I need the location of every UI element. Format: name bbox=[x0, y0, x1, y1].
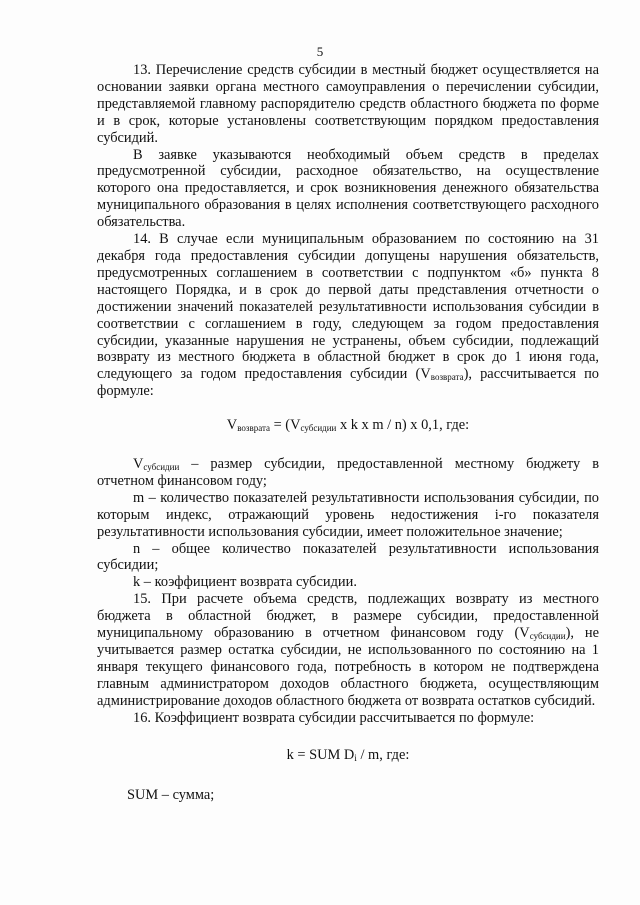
formula2-start: k = SUM D bbox=[286, 746, 355, 763]
def-v-text: – размер субсидии, предоставленной местному бюджету в отчетном финансовом году; bbox=[97, 456, 599, 489]
formula-return-volume bbox=[97, 417, 599, 434]
def-v-sub: субсидии bbox=[143, 462, 180, 473]
page-number: 5 bbox=[316, 44, 324, 59]
formula-return-coefficient bbox=[97, 747, 599, 764]
paragraph-14: 14. В случае если муниципальным образованием по состоянию на 31 декабря года предоставления субсидии допущены нарушения обязательств, предусмотренных соглашением в соответствии с подпунктом «б» пункта 8 настоящего Порядка, и в срок до первой даты представления отчетности о достижении значений показателей результативности использования субсидии в соответствии с соглашением в году, следующем за годом предоставления субсидии, указанные нарушения не устранены, объем субсидии, подлежащий возврату из местного бюджета в областной бюджет в срок до 1 июня года, следующего за годом предоставления субсидии $(V_{возврата})$, рассчитывается по формуле: bbox=[97, 231, 599, 400]
paragraph-14-end: ), рассчитывается по формуле: bbox=[97, 366, 599, 400]
formula-rest: x k x m / n) x 0,1, где: bbox=[336, 417, 470, 434]
formula-sub-return: возврата bbox=[237, 423, 270, 434]
paragraph-15-start: 15. При расчете объема средств, подлежащих возврату из местного бюджета в областной бюджет, в размере субсидии, предоставленной муниципальному образованию в отчетном финансовом году (V bbox=[97, 591, 599, 642]
paragraph-15-sub: субсидии bbox=[529, 631, 566, 642]
paragraph-15 bbox=[97, 591, 599, 709]
paragraph-14-var: V bbox=[420, 366, 431, 383]
paragraph-14-sub: возврата bbox=[430, 372, 464, 383]
paragraph-15-end: ), не учитывается размер остатка субсидии, не использованного по состоянию на 1 января текущего финансового года, потребность в котором не подтверждена главным администратором доходов областного бюджета, осуществляющим администрирование доходов областного бюджета от возврата остатков субсидий. bbox=[97, 625, 600, 709]
definition-sum: SUM – сумма; bbox=[127, 787, 215, 804]
formula-mid: = (V bbox=[270, 417, 301, 434]
formula2-end: / m, где: bbox=[356, 746, 410, 763]
document-body bbox=[97, 62, 599, 804]
paragraph-14-text: 14. В случае если муниципальным образованием по состоянию на 31 декабря года предоставления субсидии допущены нарушения обязательств, предусмотренных соглашением в соответствии с подпунктом «б» пункта 8 настоящего Порядка, и в срок до первой даты представления отчетности о достижении значений показателей результативности использования субсидии в соответствии с соглашением в году, следующем за годом предоставления субсидии, указанные нарушения не устранены, объем субсидии, подлежащий возврату из местного бюджета в областной бюджет в срок до 1 июня года, следующего за годом предоставления субсидии bbox=[97, 231, 599, 383]
definition-v-subsidy bbox=[97, 456, 599, 490]
paragraph-16: 16. Коэффициент возврата субсидии рассчитывается по формуле: bbox=[133, 709, 535, 726]
def-v-var: V bbox=[133, 456, 144, 473]
paragraph-13-request: В заявке указываются необходимый объем средств в пределах предусмотренной субсидии, расходное обязательство, на осуществление которого она предоставляется, и срок возникновения денежного обязательства муниципального образования в целях исполнения соответствующего расходного обязательства. bbox=[97, 146, 599, 231]
formula-v: V bbox=[226, 417, 238, 434]
definition-m: m – количество показателей результативности использования субсидии, по которым индекс, отражающий уровень недостижения i-го показателя результативности использования субсидии, имеет положительное значение; bbox=[97, 489, 599, 540]
formula2-sub: i bbox=[354, 752, 357, 763]
definition-n: n – общее количество показателей результативности использования субсидии; bbox=[97, 540, 599, 574]
paragraph-13: 13. Перечисление средств субсидии в местный бюджет осуществляется на основании заявки органа местного самоуправления о перечислении субсидии, представляемой главному распорядителю средств областного бюджета по форме и в срок, которые установлены соответствующим порядком предоставления субсидий. bbox=[97, 62, 599, 146]
formula-sub-subsidy: субсидии bbox=[300, 423, 337, 434]
definition-k: k – коэффициент возврата субсидии. bbox=[133, 574, 357, 591]
